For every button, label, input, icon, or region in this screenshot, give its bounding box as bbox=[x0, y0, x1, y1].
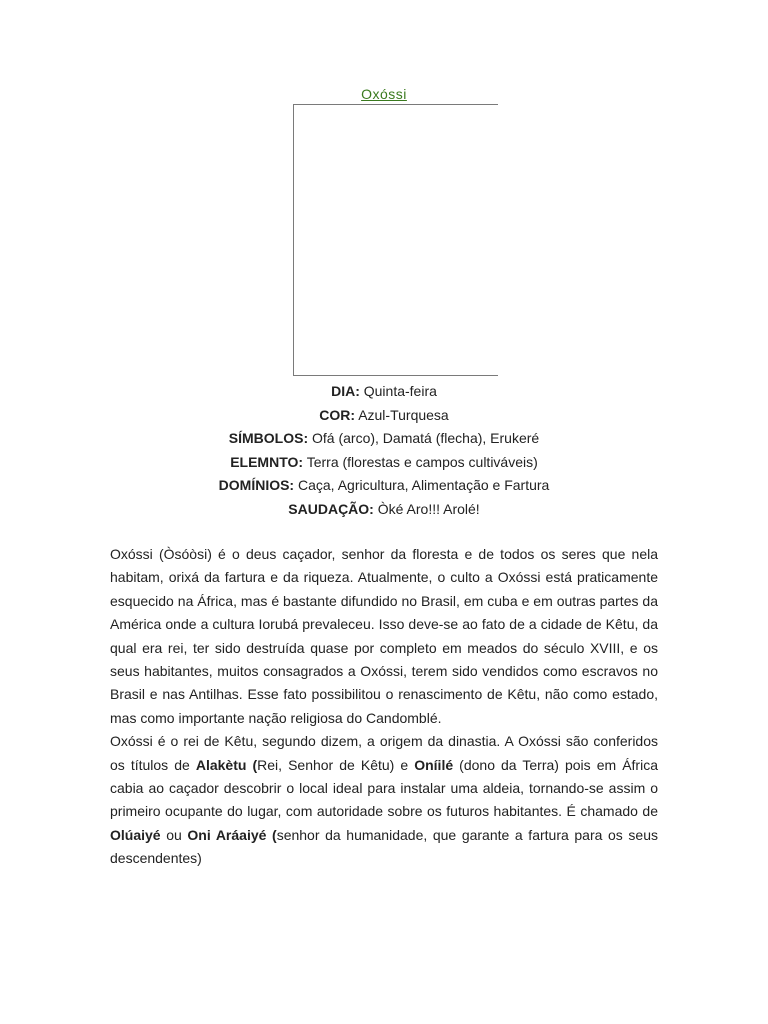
p2-bold-alaketu: Alakètu ( bbox=[195, 756, 258, 773]
info-symbols-label: SÍMBOLOS: bbox=[228, 430, 309, 447]
paragraph-1: Oxóssi (Òsóòsi) é o deus caçador, senhor da floresta e de todos os seres que nela habitam, orixá da fartura e da riqueza. Atualmente, o culto a Oxóssi está praticamente esquecido na África, mas é bastante difundido no Brasil, em cuba e em outras partes da América onde a cultura Iorubá prevaleceu. Isso deve-se ao fato de a cidade de Kêtu, da qual era rei, ter sido destruída quase por completo em meados do século XVIII, e os seus habitantes, muitos consagrados a Oxóssi, terem sido vendidos como escravos no Brasil e nas Antilhas. Esse fato possibilitou o renascimento de Kêtu, não como estado, mas como importante nação religiosa do Candomblé. bbox=[110, 546, 658, 726]
title-link[interactable]: Oxóssi bbox=[361, 86, 407, 102]
info-color bbox=[0, 404, 768, 428]
body-text bbox=[110, 543, 658, 871]
info-symbols bbox=[0, 427, 768, 451]
info-element-label: ELEMNTO: bbox=[230, 453, 304, 470]
info-color-label: COR: bbox=[319, 406, 356, 423]
p2-text-1: Oxóssi é o rei de Kêtu, segundo dizem, a origem da dinastia. A Oxóssi são conferidos os títulos de bbox=[110, 733, 658, 773]
info-greeting-label: SAUDAÇÃO: bbox=[288, 500, 374, 517]
p2-bold-oni-araaiye: Oni Aráaiyé ( bbox=[187, 826, 277, 843]
info-domains-value: Caça, Agricultura, Alimentação e Fartura bbox=[298, 477, 550, 494]
info-domains-label: DOMÍNIOS: bbox=[218, 477, 295, 494]
info-domains bbox=[0, 474, 768, 498]
paragraph-2 bbox=[110, 730, 658, 870]
info-color-value: Azul-Turquesa bbox=[358, 406, 449, 423]
info-day-label: DIA: bbox=[331, 383, 360, 399]
p2-text-4: ou bbox=[160, 826, 188, 843]
p2-text-5: senhor da humanidade, que garante a fartura para os seus descendentes) bbox=[110, 826, 658, 867]
info-symbols-value: Ofá (arco), Damatá (flecha), Erukeré bbox=[312, 430, 540, 447]
image-placeholder bbox=[293, 104, 498, 376]
info-day bbox=[0, 380, 768, 404]
info-greeting-value: Òké Aro!!! Arolé! bbox=[377, 500, 480, 517]
info-day-value: Quinta-feira bbox=[363, 383, 437, 399]
info-greeting bbox=[0, 498, 768, 522]
info-block bbox=[0, 380, 768, 522]
info-element-value: Terra (florestas e campos cultiváveis) bbox=[306, 453, 538, 470]
p2-text-2: Rei, Senhor de Kêtu) e bbox=[257, 756, 415, 773]
info-element bbox=[0, 451, 768, 475]
p2-bold-oluaiye: Olúaiyé bbox=[110, 826, 161, 843]
p2-bold-oniile: Oníilé bbox=[414, 756, 454, 773]
p2-text-3: (dono da Terra) pois em África cabia ao caçador descobrir o local ideal para instalar uma aldeia, tornando-se assim o primeiro ocupante do lugar, com autoridade sobre os futuros habitantes. É chamado de bbox=[110, 756, 658, 820]
